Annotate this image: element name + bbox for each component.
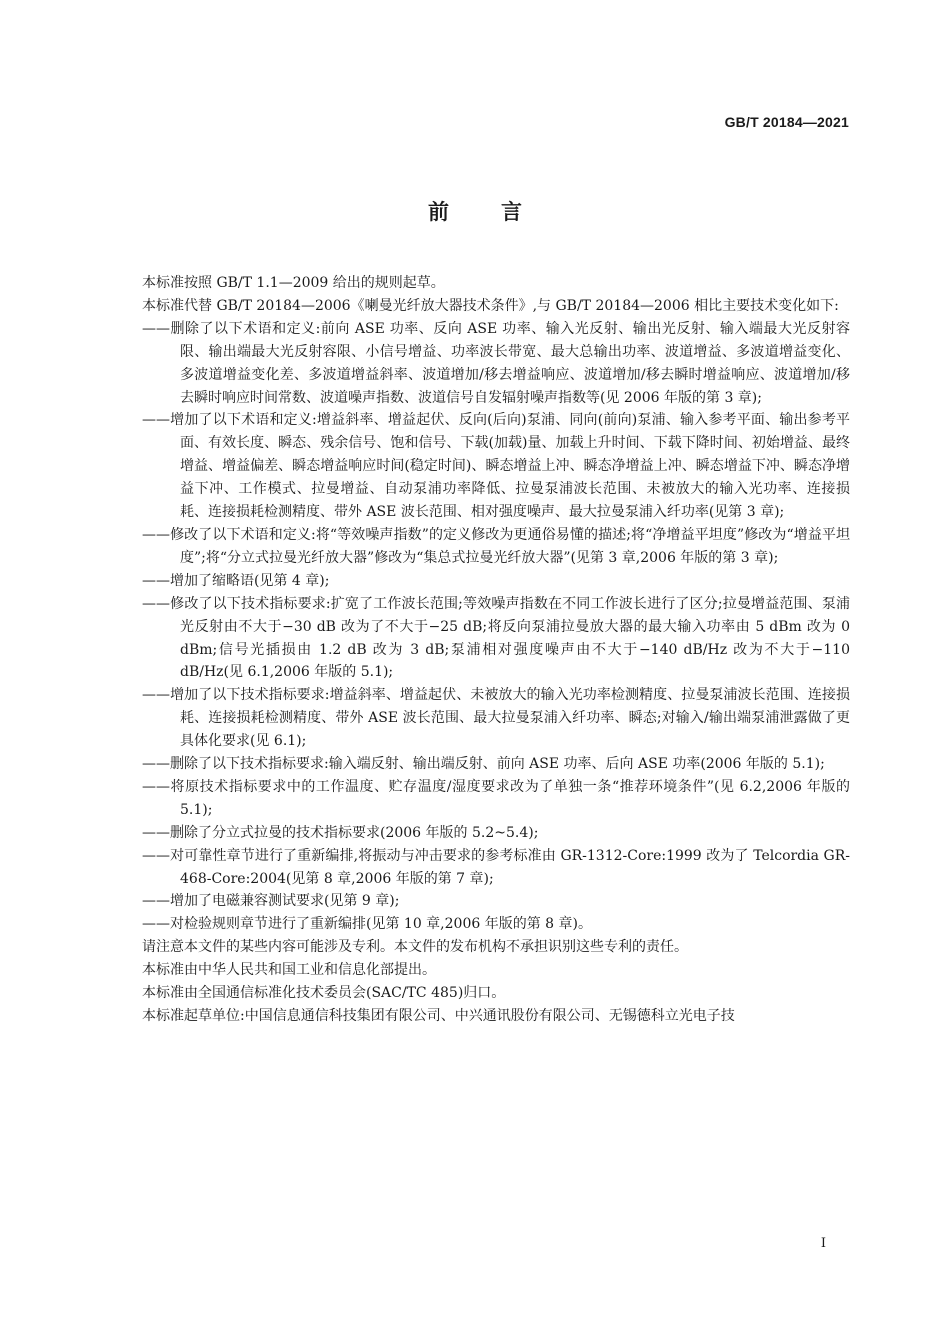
change-item: ——修改了以下技术指标要求:扩宽了工作波长范围;等效噪声指数在不同工作波长进行了区分;拉曼增益范围、泵浦光反射由不大于−30 dB 改为了不大于−25 dB;将反向泵浦拉曼放大器的最大输入功率由 5 dBm 改为 0 dBm;信号光插损由 1.2 dB 改为 3 dB;泵浦相对强度噪声由不大于−140 dB/Hz 改为不大于−110 dB/Hz(见 6.1,2006 年版的 5.1); (142, 595, 850, 681)
committee-statement: 本标准由全国通信标准化技术委员会(SAC/TC 485)归口。 (142, 985, 506, 1002)
page-number: I (820, 1236, 826, 1251)
patent-notice: 请注意本文件的某些内容可能涉及专利。本文件的发布机构不承担识别这些专利的责任。 (142, 939, 688, 956)
drafting-units: 本标准起草单位:中国信息通信科技集团有限公司、中兴通讯股份有限公司、无锡德科立光电子技 (142, 1008, 735, 1024)
document-body (114, 272, 850, 1028)
change-item: ——删除了以下技术指标要求:输入端反射、输出端反射、前向 ASE 功率、后向 ASE 功率(2006 年版的 5.1); (142, 756, 825, 773)
change-item: ——增加了以下技术指标要求:增益斜率、增益起伏、未被放大的输入光功率检测精度、拉曼泵浦波长范围、连接损耗、连接损耗检测精度、带外 ASE 波长范围、最大拉曼泵浦入纤功率、瞬态;对输入/输出端泵浦泄露做了更具体化要求(见 6.1); (142, 687, 850, 750)
proposer-statement: 本标准由中华人民共和国工业和信息化部提出。 (142, 962, 436, 979)
change-item: ——删除了以下术语和定义:前向 ASE 功率、反向 ASE 功率、输入光反射、输出光反射、输入端最大光反射容限、输出端最大光反射容限、小信号增益、功率波长带宽、最大总输出功率、波道增益、多波道增益变化、多波道增益变化差、多波道增益斜率、波道增加/移去增益响应、波道增加/移去瞬时增益响应、波道增加/移去瞬时响应时间常数、波道噪声指数、波道信号自发辐射噪声指数等(见 2006 年版的第 3 章); (142, 320, 850, 406)
change-item: ——修改了以下术语和定义:将“等效噪声指数”的定义修改为更通俗易懂的描述;将“净增益平坦度”修改为“增益平坦度”;将“分立式拉曼光纤放大器”修改为“集总式拉曼光纤放大器”(见第 3 章,2006 年版的第 3 章); (142, 526, 850, 566)
intro-paragraph: 本标准按照 GB/T 1.1—2009 给出的规则起草。 (142, 275, 445, 291)
change-item: ——将原技术指标要求中的工作温度、贮存温度/湿度要求改为了单独一条“推荐环境条件”(见 6.2,2006 年版的 5.1); (142, 778, 850, 818)
change-item: ——对检验规则章节进行了重新编排(见第 10 章,2006 年版的第 8 章)。 (142, 916, 592, 933)
page-title: 前言 (428, 200, 574, 224)
change-item: ——增加了电磁兼容测试要求(见第 9 章); (142, 893, 400, 910)
change-item: ——删除了分立式拉曼的技术指标要求(2006 年版的 5.2~5.4); (142, 824, 539, 841)
intro-paragraph: 本标准代替 GB/T 20184—2006《喇曼光纤放大器技术条件》,与 GB/T 20184—2006 相比主要技术变化如下: (142, 297, 839, 314)
change-item: ——增加了缩略语(见第 4 章); (142, 572, 330, 589)
change-item: ——对可靠性章节进行了重新编排,将振动与冲击要求的参考标准由 GR-1312-Core:1999 改为了 Telcordia GR-468-Core:2004(见第 8 章,2006 年版的第 7 章); (142, 847, 850, 887)
change-item: ——增加了以下术语和定义:增益斜率、增益起伏、反向(后向)泵浦、同向(前向)泵浦、输入参考平面、输出参考平面、有效长度、瞬态、残余信号、饱和信号、下载(加载)量、加载上升时间、下载下降时间、初始增益、最终增益、增益偏差、瞬态增益响应时间(稳定时间)、瞬态增益上冲、瞬态净增益上冲、瞬态增益下冲、瞬态净增益下冲、工作模式、拉曼增益、自动泵浦功率降低、拉曼泵浦波长范围、未被放大的输入光功率、连接损耗、连接损耗检测精度、带外 ASE 波长范围、相对强度噪声、最大拉曼泵浦入纤功率(见第 3 章); (142, 412, 850, 521)
standard-code: GB/T 20184—2021 (724, 114, 849, 130)
